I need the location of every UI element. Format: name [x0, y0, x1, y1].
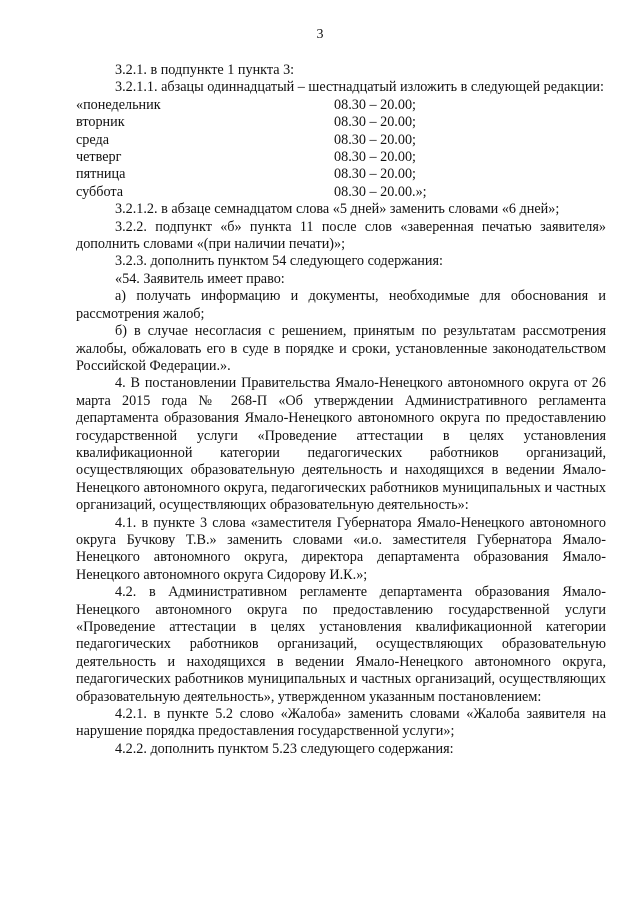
- paragraph-4: 4. В постановлении Правительства Ямало-Ненецкого автономного округа от 26 марта 2015 года № 268-П «Об утверждении Административного регламента департамента образования Ямало-Ненецкого автономного округа по предоставлению государственной услуги «Проведение аттестации в целях установления квалификационной категории педагогических работников организаций, осуществляющих образовательную деятельность и находящихся в ведении Ямало-Ненецкого автономного округа, педагогических работников муниципальных и частных организаций, осуществляющих образовательную деятельность»:: [76, 375, 606, 514]
- schedule-hours: 08.30 – 20.00;: [334, 131, 416, 148]
- paragraph-3-2-2: 3.2.2. подпункт «б» пункта 11 после слов «заверенная печатью заявителя» дополнить словами «(при наличии печати)»;: [76, 218, 606, 253]
- schedule-day: суббота: [76, 183, 124, 200]
- paragraph-54-b: б) в случае несогласия с решением, принятым по результатам рассмотрения жалобы, обжаловать его в суде в порядке и сроки, установленные законодательством Российской Федерации.».: [76, 323, 606, 374]
- schedule-row: [76, 114, 606, 131]
- schedule-list: [76, 97, 606, 201]
- schedule-row: [76, 149, 606, 166]
- schedule-hours: 08.30 – 20.00.»;: [334, 183, 427, 200]
- schedule-row: [76, 132, 606, 149]
- schedule-row: [76, 97, 606, 114]
- paragraph-3-2-1-2: 3.2.1.2. в абзаце семнадцатом слова «5 дней» заменить словами «6 дней»;: [115, 201, 560, 218]
- paragraph-54-a: а) получать информацию и документы, необходимые для обоснования и рассмотрения жалоб;: [76, 288, 606, 322]
- paragraph-3-2-3: 3.2.3. дополнить пунктом 54 следующего содержания:: [115, 253, 443, 270]
- schedule-day: четверг: [76, 149, 122, 166]
- schedule-hours: 08.30 – 20.00;: [334, 114, 416, 131]
- schedule-day: вторник: [76, 114, 125, 131]
- paragraph-54-intro: «54. Заявитель имеет право:: [115, 270, 285, 287]
- paragraph-4-1: 4.1. в пункте 3 слова «заместителя Губернатора Ямало-Ненецкого автономного округа Бучкову Т.В.» заменить словами «и.о. заместителя Губернатора Ямало-Ненецкого автономного округа, директора департамента образования Ямало-Ненецкого автономного округа Сидорову И.К.»;: [76, 514, 606, 583]
- document-body: [76, 62, 606, 758]
- page-number: 3: [316, 27, 324, 42]
- schedule-hours: 08.30 – 20.00;: [334, 149, 416, 166]
- paragraph-4-2-1: 4.2.1. в пункте 5.2 слово «Жалоба» заменить словами «Жалоба заявителя на нарушение порядка предоставления государственной услуги»;: [76, 706, 606, 740]
- schedule-hours: 08.30 – 20.00;: [334, 96, 416, 113]
- schedule-day: «понедельник: [76, 96, 161, 113]
- paragraph-4-2: 4.2. в Административном регламенте департамента образования Ямало-Ненецкого автономного округа по предоставлению государственной услуги «Проведение аттестации в целях установления квалификационной категории педагогических работников организаций, осуществляющих образовательную деятельность и находящихся в ведении Ямало-Ненецкого автономного округа, педагогических работников муниципальных и частных организаций, осуществляющих образовательную деятельность», утвержденном указанным постановлением:: [76, 584, 606, 705]
- schedule-row: [76, 184, 606, 201]
- paragraph-3-2-1: 3.2.1. в подпункте 1 пункта 3:: [115, 62, 295, 78]
- paragraph-4-2-2: 4.2.2. дополнить пунктом 5.23 следующего содержания:: [115, 740, 454, 757]
- schedule-day: среда: [76, 131, 110, 148]
- schedule-hours: 08.30 – 20.00;: [334, 166, 416, 183]
- paragraph-3-2-1-1: 3.2.1.1. абзацы одиннадцатый – шестнадцатый изложить в следующей редакции:: [115, 79, 604, 96]
- schedule-day: пятница: [76, 166, 126, 183]
- schedule-row: [76, 166, 606, 183]
